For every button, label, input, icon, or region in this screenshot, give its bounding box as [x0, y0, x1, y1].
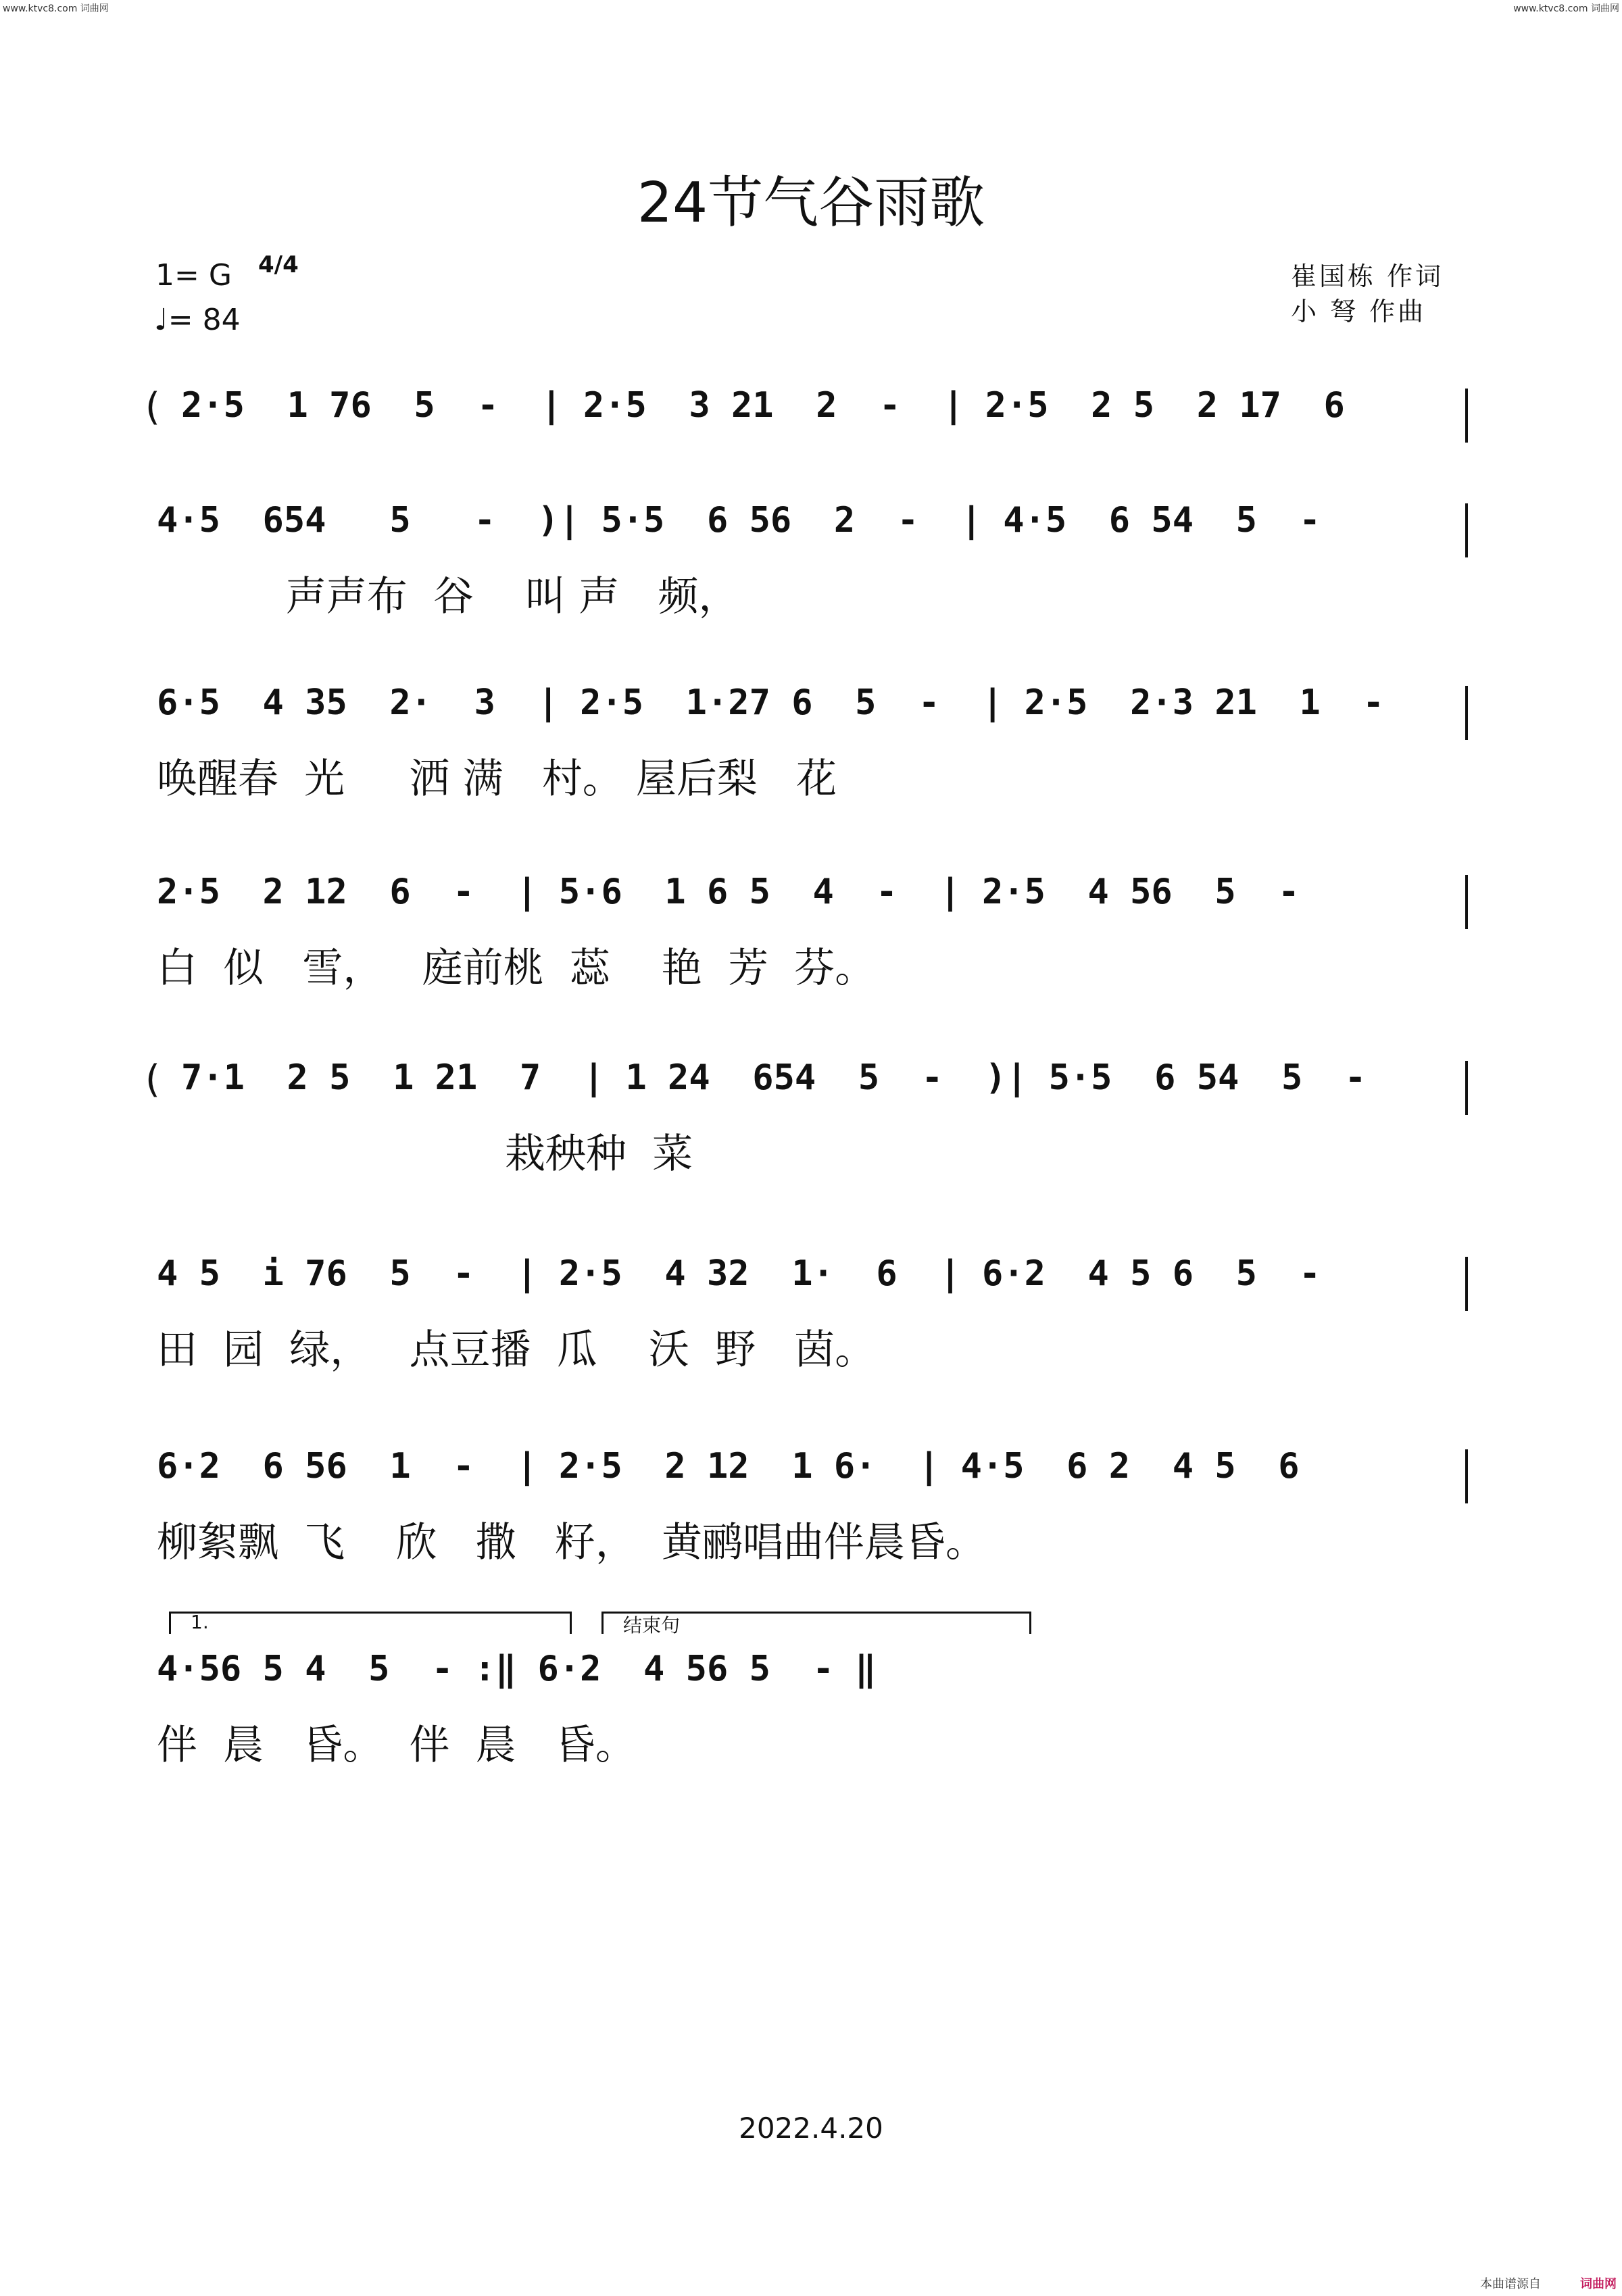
barline-end [1465, 686, 1468, 740]
lyricist-credit: 崔国栋 作词 [1291, 261, 1444, 291]
page-title: 24节气谷雨歌 [637, 171, 985, 235]
lyrics-row-7: 柳絮飘 飞 欣 撒 籽， 黄鹂唱曲伴晨昏。 [157, 1519, 987, 1566]
notes-row-3: 6·5 4 35 2· 3 | 2·5 1·27 6 5 - | 2·5 2·3 21 1 - [157, 682, 1384, 723]
barline-end [1465, 1449, 1468, 1503]
notes-row-1: 2·5 1 76 5 - | 2·5 3 21 2 - | 2·5 2 5 2 17 6 [181, 385, 1345, 426]
volta-label-first: 1. [191, 1611, 209, 1633]
notes-row-5: 7·1 2 5 1 21 7 | 1 24 654 5 - )| 5·5 6 54 5 - [181, 1057, 1367, 1098]
key-signature: 1= G [155, 258, 232, 293]
score-row-8 [0, 1649, 1622, 1784]
header-right: www.ktvc8.com 词曲网 [1513, 3, 1619, 14]
score-row-3 [0, 682, 1622, 818]
barline-end [1465, 389, 1468, 443]
barline-end [1465, 1257, 1468, 1311]
source-stamp-logo[interactable]: 词曲网 [1580, 2277, 1617, 2291]
notes-row-6: 4 5 i 76 5 - | 2·5 4 32 1· 6 | 6·2 4 5 6 5 - [157, 1253, 1321, 1294]
barline-end [1465, 503, 1468, 557]
notes-row-4: 2·5 2 12 6 - | 5·6 1 6 5 4 - | 2·5 4 56 5 - [157, 872, 1300, 912]
lyrics-row-8: 伴 晨 昏。 伴 晨 昏。 [157, 1722, 636, 1769]
score-row-6 [0, 1253, 1622, 1389]
barline-end [1465, 875, 1468, 929]
score-row-5 [0, 1057, 1622, 1193]
lyrics-row-5: 栽秧种 菜 [157, 1130, 693, 1178]
notes-row-2: 4·5 654 5 - )| 5·5 6 56 2 - | 4·5 6 54 5 - [157, 500, 1321, 541]
lyrics-row-4: 白 似 雪， 庭前桃 蕊 艳 芳 芬。 [157, 945, 876, 992]
footer-date: 2022.4.20 [739, 2112, 883, 2145]
notes-row-7: 6·2 6 56 1 - | 2·5 2 12 1 6· | 4·5 6 2 4 5 6 [157, 1446, 1300, 1487]
volta-bracket-first [169, 1612, 572, 1634]
time-signature [258, 251, 299, 278]
header-left: www.ktvc8.com 词曲网 [3, 3, 109, 14]
time-signature-text: 4/4 [258, 251, 299, 278]
source-stamp-text: 本曲谱源自 [1480, 2277, 1541, 2291]
lyrics-row-2: 声声布 谷 叫 声 频， [157, 573, 739, 620]
volta-label-ending: 结束句 [623, 1614, 681, 1637]
lyrics-row-6: 田 园 绿， 点豆播 瓜 沃 野 茵。 [157, 1326, 876, 1374]
open-paren: ( [145, 1057, 160, 1101]
composer-credit: 小 弩 作曲 [1291, 297, 1427, 326]
score-row-2 [0, 500, 1622, 635]
notes-row-8: 4·56 5 4 5 - :‖ 6·2 4 56 5 - ‖ [157, 1649, 877, 1689]
barline-end [1465, 1061, 1468, 1115]
score-row-4 [0, 872, 1622, 1007]
score-row-7 [0, 1446, 1622, 1581]
lyrics-row-3: 唤醒春 光 洒 满 村。 屋后梨 花 [157, 755, 837, 803]
open-paren: ( [145, 385, 160, 429]
tempo-marking: ♩= 84 [154, 303, 241, 337]
